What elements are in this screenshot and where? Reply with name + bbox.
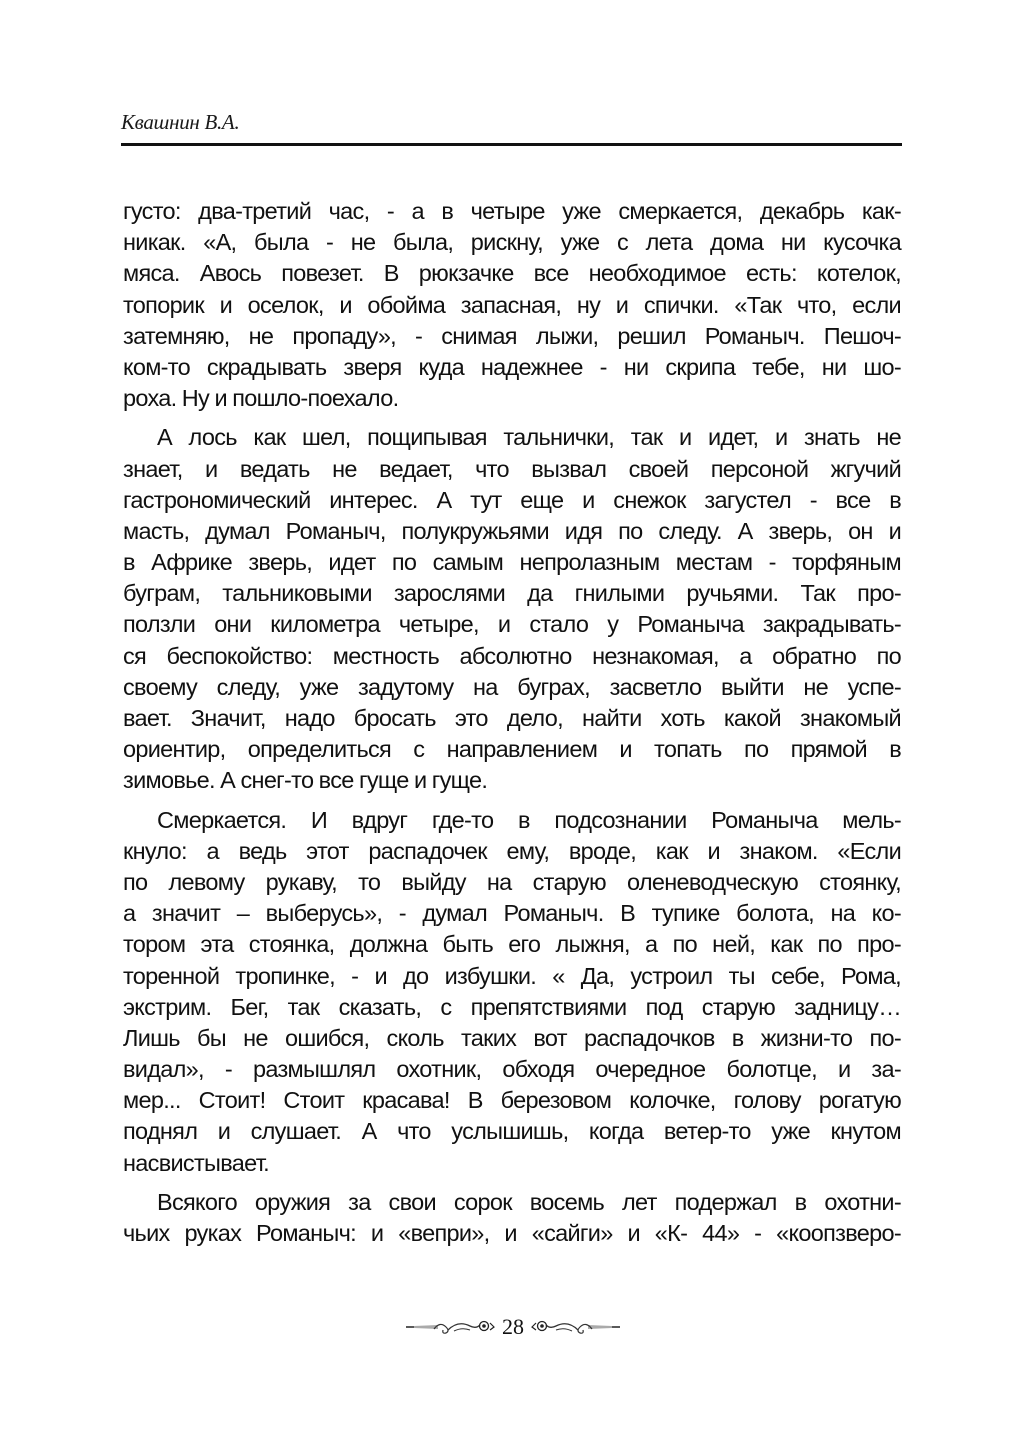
- text-line: ползли они километра четыре, и стало у Романыча закрадывать-: [123, 611, 901, 638]
- text-line: мер... Стоит! Стоит красава! В березовом колочке, голову рогатую: [123, 1087, 901, 1114]
- text-line: зимовье. А снег-то все гуще и гуще.: [123, 767, 488, 794]
- text-line: гастрономический интерес. А тут еще и снежок загустел - все в: [123, 486, 901, 513]
- text-line: ориентир, определиться с направлением и топать по прямой в: [123, 736, 901, 763]
- text-line: топорик и оселок, и обойма запасная, ну и спички. «Так что, если: [123, 291, 901, 318]
- text-line: торенной тропинке, - и до избушки. « Да, устроил ты себе, Рома,: [123, 962, 901, 989]
- text-line: буграм, тальниковыми зарослями да гнилыми ручьями. Так про-: [123, 580, 901, 607]
- text-line: чьих руках Романыч: и «вепри», и «сайги» и «К- 44» - «коопзверо-: [123, 1220, 901, 1246]
- text-line: Всякого оружия за свои сорок восемь лет подержал в охотни-: [157, 1188, 901, 1215]
- text-line: масть, думал Романыч, полукружьями идя по следу. А зверь, он и: [123, 517, 901, 544]
- paragraph-gap: [123, 1179, 901, 1187]
- text-line: в Африке зверь, идет по самым непролазным местам - торфяным: [123, 549, 901, 576]
- text-line: тором эта стоянка, должна быть его лыжня, а по ней, как по про-: [123, 931, 901, 958]
- paragraph-gap: [123, 797, 901, 805]
- text-line: ком-то скрадывать зверя куда надежнее - ни скрипа тебе, ни шо-: [123, 353, 901, 380]
- paragraph: [123, 1187, 901, 1249]
- paragraph-gap: [123, 414, 901, 422]
- paragraph: [123, 422, 901, 796]
- body-text: [123, 196, 901, 1249]
- text-line: кнуло: а ведь этот распадочек ему, вроде, как и знаком. «Если: [123, 837, 901, 864]
- text-line: своему следу, уже задутому на буграх, засветло выйти не успе-: [123, 673, 901, 700]
- header-rule: [121, 143, 902, 146]
- page-number: 28: [502, 1314, 524, 1339]
- text-line: роха. Ну и пошло-поехало.: [123, 385, 399, 412]
- text-line: видал», - размышлял охотник, обходя очередное болотце, и за-: [123, 1056, 901, 1083]
- paragraph: [123, 805, 901, 1179]
- right-flourish-icon: [530, 1317, 622, 1337]
- text-line: насвистывает.: [123, 1149, 269, 1176]
- text-line: густо: два-третий час, - а в четыре уже смеркается, декабрь как-: [123, 198, 901, 224]
- text-line: А лось как шел, пощипывая тальнички, так и идет, и знать не: [157, 424, 901, 451]
- text-line: Смеркается. И вдруг где-то в подсознании Романыча мель-: [157, 806, 901, 833]
- left-flourish-icon: [404, 1317, 496, 1337]
- text-line: поднял и слушает. А что услышишь, когда ветер-то уже кнутом: [123, 1118, 901, 1145]
- paragraph: [123, 196, 901, 414]
- text-line: знает, и ведать не ведает, что вызвал своей персоной жгучий: [123, 455, 901, 482]
- text-line: Лишь бы не ошибся, сколь таких вот распадочков в жизни-то по-: [123, 1024, 901, 1051]
- text-line: мяса. Авось повезет. В рюкзачке все необходимое есть: котелок,: [123, 260, 901, 287]
- text-line: никак. «А, была - не была, рискну, уже с лета дома ни кусочка: [123, 229, 901, 256]
- running-header-author: Квашнин В.А.: [121, 110, 240, 134]
- text-line: а значит – выберусь», - думал Романыч. В тупике болота, на ко-: [123, 900, 901, 927]
- text-line: затемняю, не пропаду», - снимая лыжи, решил Романыч. Пешоч-: [123, 322, 901, 349]
- page-footer: [402, 1312, 624, 1342]
- text-line: вает. Значит, надо бросать это дело, найти хоть какой знакомый: [123, 705, 901, 731]
- text-line: экстрим. Бег, так сказать, с препятствиями под старую задницу…: [123, 993, 901, 1020]
- text-line: ся беспокойство: местность абсолютно незнакомая, а обратно по: [123, 642, 901, 669]
- text-line: по левому рукаву, то выйду на старую оленеводческую стоянку,: [123, 868, 901, 895]
